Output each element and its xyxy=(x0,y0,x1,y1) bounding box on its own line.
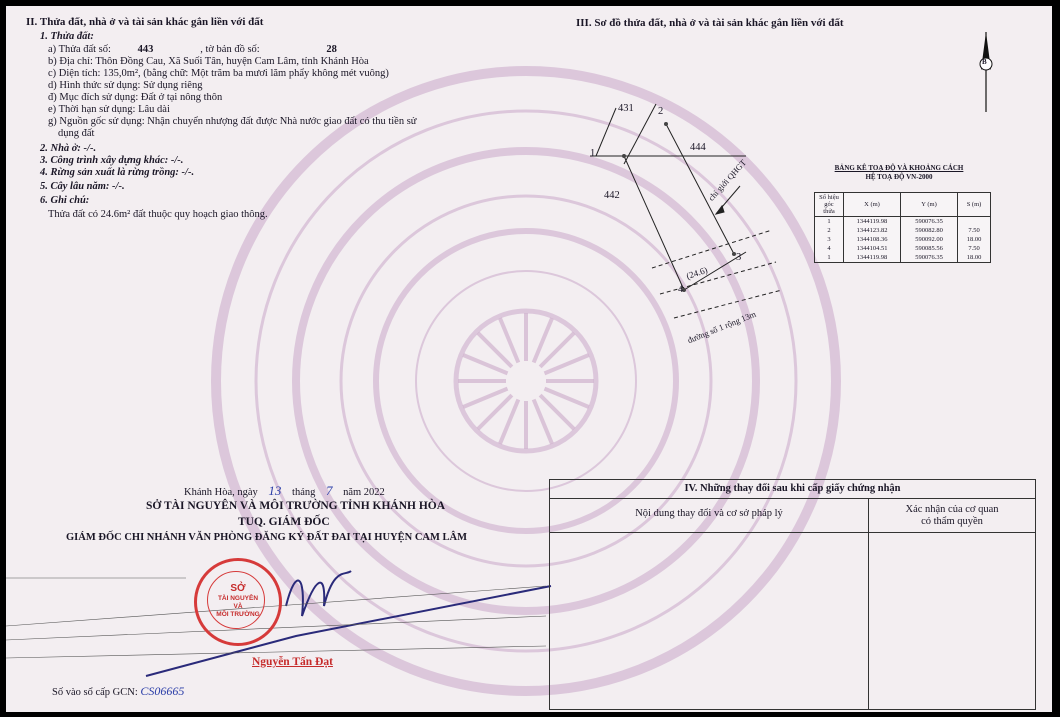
map-sheet-number: 28 xyxy=(326,44,337,55)
planning-boundary-label: chỉ giới QHGT xyxy=(706,157,749,203)
cell xyxy=(958,217,991,227)
cell: 1 xyxy=(815,217,844,227)
usage-origin-cont: dụng đất xyxy=(58,128,95,139)
table-row xyxy=(815,244,991,253)
parcel-sketch xyxy=(576,94,806,334)
parcel-number: 443 xyxy=(137,44,154,55)
vertex-4: 4 xyxy=(678,284,684,295)
coord-header: Số hiệu góc thửa xyxy=(815,193,844,217)
construction-item: 3. Công trình xây dựng khác: -/-. xyxy=(40,155,184,166)
map-sheet-label: , tờ bản đồ số: xyxy=(200,44,260,55)
coord-header: X (m) xyxy=(844,193,901,217)
official-seal xyxy=(194,558,282,646)
issue-month: 7 xyxy=(325,483,333,498)
table-row xyxy=(815,226,991,235)
cell: 1344123.82 xyxy=(844,226,901,235)
vertex-1: 1 xyxy=(590,148,596,159)
perennial-item: 5. Cây lâu năm: -/-. xyxy=(40,181,125,192)
cell: 18.00 xyxy=(958,253,991,263)
parcel-number-label: a) Thửa đất số: xyxy=(48,44,111,55)
authorization: TUQ. GIÁM ĐỐC xyxy=(238,516,330,528)
gcn-number: CS06665 xyxy=(140,684,185,698)
seal-text-2: VÀ xyxy=(233,603,243,610)
cell: 18.00 xyxy=(958,235,991,244)
forest-item: 4. Rừng sản xuất là rừng trồng: -/-. xyxy=(40,167,195,178)
issuing-authority: SỞ TÀI NGUYÊN VÀ MÔI TRƯỜNG TỈNH KHÁNH HÒA xyxy=(146,500,446,512)
vertex-3: 3 xyxy=(736,252,742,263)
label-442: 442 xyxy=(604,190,620,201)
cell: 1344104.51 xyxy=(844,244,901,253)
cell: 3 xyxy=(815,235,844,244)
cell: 590092.00 xyxy=(901,235,958,244)
cell: 590082.80 xyxy=(901,226,958,235)
house-item: 2. Nhà ở: -/-. xyxy=(40,143,97,154)
area: c) Diện tích: 135,0m², (bằng chữ: Một trăm ba mươi lăm phẩy không mét vuông) xyxy=(48,68,389,79)
changes-col-content: Nội dung thay đổi và cơ sở pháp lý xyxy=(635,508,783,519)
issue-day: 13 xyxy=(268,483,282,498)
usage-origin: g) Nguồn gốc sử dụng: Nhận chuyển nhượng đất được Nhà nước giao đất có thu tiền sử xyxy=(48,116,417,127)
section-2-title: II. Thửa đất, nhà ở và tài sản khác gắn liền với đất xyxy=(26,16,264,28)
seal-text-1: TÀI NGUYÊN xyxy=(217,595,259,602)
seal-text-top: SỞ xyxy=(230,583,246,594)
table-row xyxy=(815,253,991,263)
changes-col-confirm-2: có thẩm quyền xyxy=(921,516,983,527)
director-title: GIÁM ĐỐC CHI NHÁNH VĂN PHÒNG ĐĂNG KÝ ĐẤT ĐAI TẠI HUYỆN CAM LÂM xyxy=(66,532,468,543)
certificate-page xyxy=(6,6,1052,712)
cell: 590076.35 xyxy=(901,253,958,263)
usage-term: e) Thời hạn sử dụng: Lâu dài xyxy=(48,104,170,115)
usage-form: d) Hình thức sử dụng: Sử dụng riêng xyxy=(48,80,203,91)
changes-table xyxy=(549,479,1036,710)
gcn-label: Số vào sổ cấp GCN: xyxy=(52,687,138,698)
note-heading: 6. Ghi chú: xyxy=(40,195,90,206)
cell: 1344119.98 xyxy=(844,253,901,263)
coord-table-title: BẢNG KÊ TOẠ ĐỘ VÀ KHOẢNG CÁCH xyxy=(834,164,964,172)
table-row xyxy=(815,235,991,244)
cell: 590076.35 xyxy=(901,217,958,227)
coord-header: S (m) xyxy=(958,193,991,217)
month-label: tháng xyxy=(292,487,316,498)
parcel-heading: 1. Thửa đất: xyxy=(40,31,94,42)
cell: 2 xyxy=(815,226,844,235)
issue-year: năm 2022 xyxy=(343,487,385,498)
coord-table-subtitle: HỆ TOẠ ĐỘ VN-2000 xyxy=(865,173,933,181)
cell: 1344108.36 xyxy=(844,235,901,244)
coord-header: Y (m) xyxy=(901,193,958,217)
cell: 7.50 xyxy=(958,244,991,253)
label-431: 431 xyxy=(618,103,634,114)
parcel-number-row xyxy=(48,44,337,56)
date-prefix: Khánh Hòa, ngày xyxy=(184,487,258,498)
cell: 1 xyxy=(815,253,844,263)
cell: 7.50 xyxy=(958,226,991,235)
gcn-record xyxy=(52,685,184,699)
cell: 590085.56 xyxy=(901,244,958,253)
usage-purpose: đ) Mục đích sử dụng: Đất ở tại nông thôn xyxy=(48,92,223,103)
coord-table xyxy=(814,192,991,263)
cell: 1344119.98 xyxy=(844,217,901,227)
section-4-title: IV. Những thay đổi sau khi cấp giấy chứng nhận xyxy=(550,480,1035,499)
north-label: B xyxy=(982,58,987,66)
signer-name: Nguyễn Tấn Đạt xyxy=(252,656,333,668)
table-row xyxy=(815,217,991,227)
changes-col-confirm-1: Xác nhận của cơ quan xyxy=(905,504,999,515)
section-3-title: III. Sơ đồ thửa đất, nhà ở và tài sản khác gắn liền với đất xyxy=(576,17,844,29)
issue-date xyxy=(184,485,385,499)
seal-text-3: MÔI TRƯỜNG xyxy=(216,611,260,618)
north-arrow-icon xyxy=(974,30,998,116)
planning-area-label: (24.6) xyxy=(684,264,709,282)
road-label: đường số 1 rộng 13m xyxy=(686,308,758,346)
address: b) Địa chỉ: Thôn Đồng Cau, Xã Suối Tân, huyện Cam Lâm, tỉnh Khánh Hòa xyxy=(48,56,369,67)
vertex-2: 2 xyxy=(658,106,664,117)
note-text: Thửa đất có 24.6m² đất thuộc quy hoạch giao thông. xyxy=(48,209,268,220)
cell: 4 xyxy=(815,244,844,253)
label-444: 444 xyxy=(690,142,706,153)
